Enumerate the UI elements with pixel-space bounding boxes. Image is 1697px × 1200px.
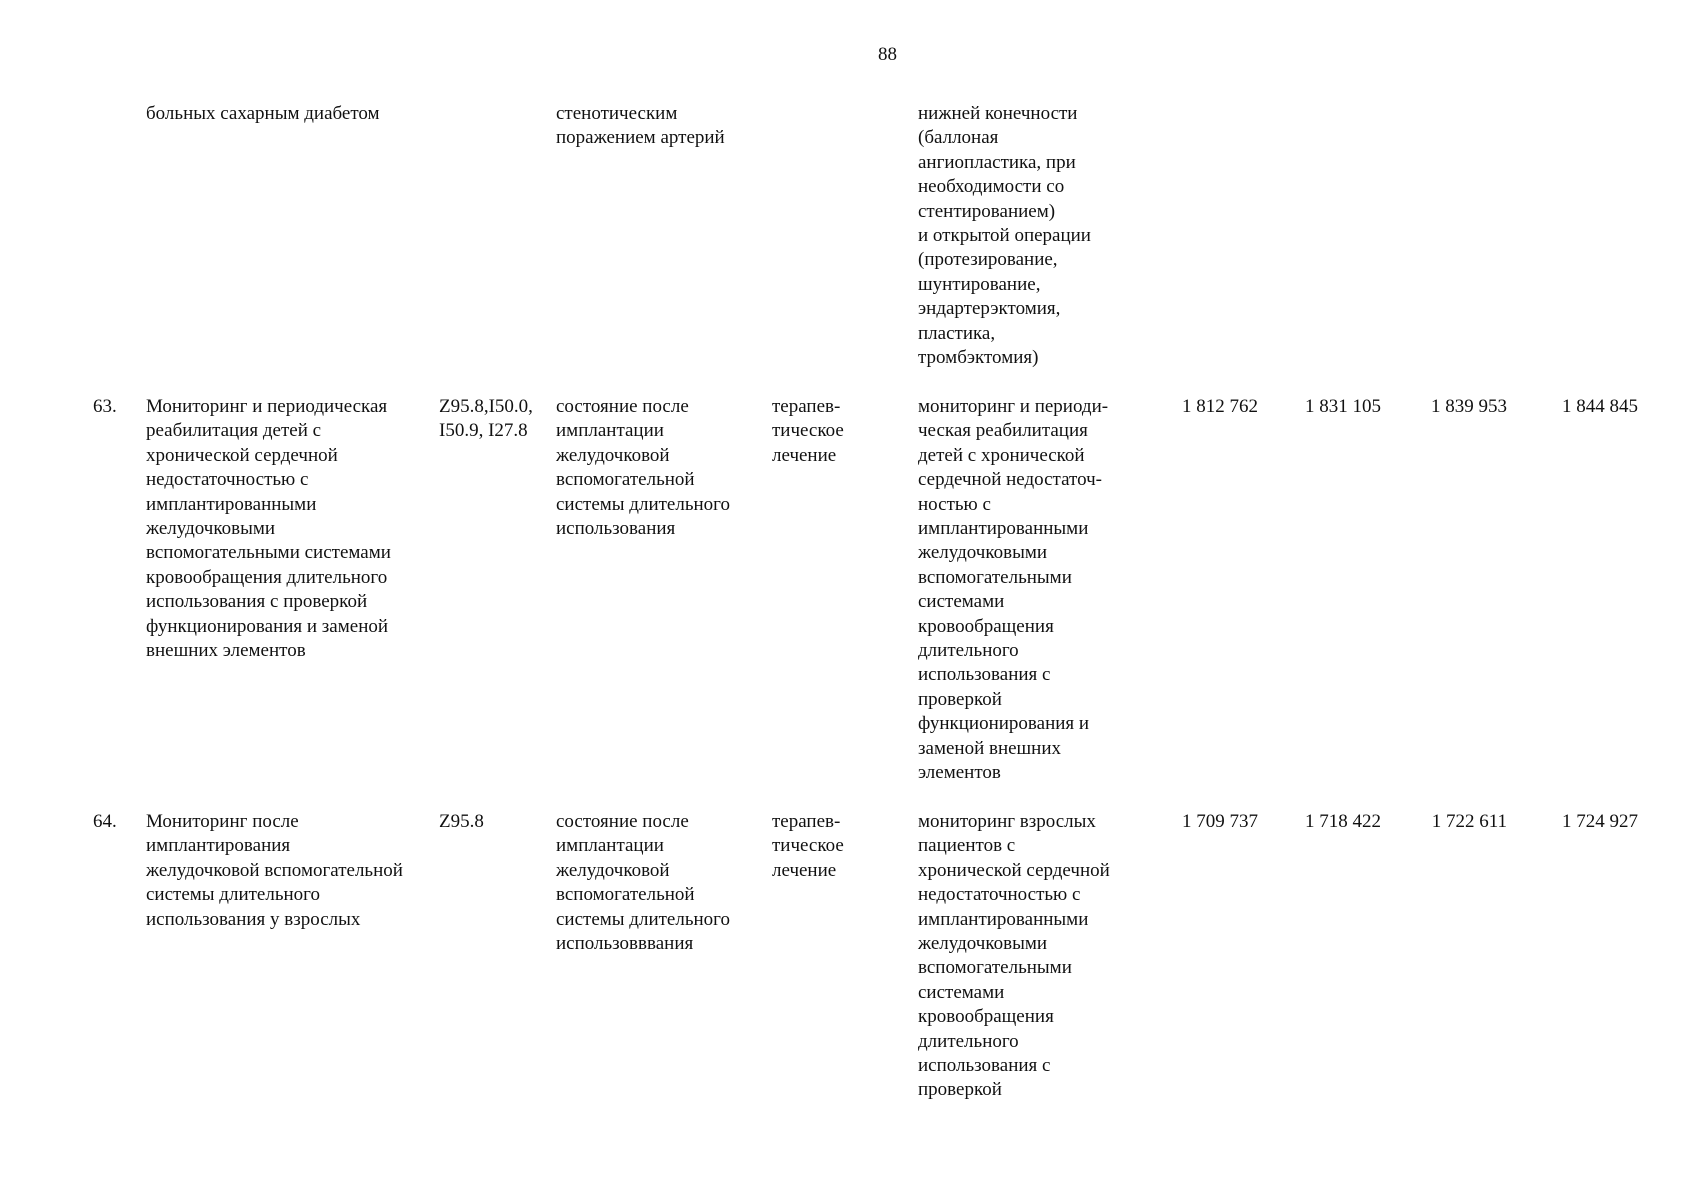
cost-value-2: 1 831 105 <box>1305 396 1381 417</box>
cost-value-2: 1 718 422 <box>1305 811 1381 832</box>
row-number: 64. <box>93 811 117 832</box>
treatment-method: мониторинг взрослых пациентов с хронической сердечной недостаточностью с имплантированными желудочковыми вспомогательными системами кровообращения длительного использования с проверкой <box>918 811 1110 1101</box>
patient-model: стенотическим поражением артерий <box>556 103 725 149</box>
treatment-kind: терапев- тическое лечение <box>772 396 844 466</box>
procedure-name: больных сахарным диабетом <box>146 103 380 124</box>
patient-model: состояние после имплантации желудочковой вспомогательной системы длительного использовввания <box>556 811 730 955</box>
cost-value-1: 1 812 762 <box>1182 396 1258 417</box>
procedure-name: Мониторинг после имплантирования желудочковой вспомогательной системы длительного использования у взрослых <box>146 811 403 930</box>
cost-value-1: 1 709 737 <box>1182 811 1258 832</box>
treatment-method: нижней конечности (баллоная ангиопластика, при необходимости со стентированием) и открытой операции (протезирование, шунтирование, эндартерэктомия, пластика, тромбэктомия) <box>918 103 1091 369</box>
cost-value-3: 1 722 611 <box>1431 811 1507 832</box>
patient-model: состояние после имплантации желудочковой вспомогательной системы длительного использования <box>556 396 730 540</box>
page-number: 88 <box>878 44 897 65</box>
icd-code: Z95.8,I50.0, I50.9, I27.8 <box>439 396 533 442</box>
procedure-name: Мониторинг и периодическая реабилитация детей с хронической сердечной недостаточностью с имплантированными желудочковыми вспомогательными системами кровообращения длительного использования с проверкой функционирования и заменой внешних элементов <box>146 396 391 662</box>
icd-code: Z95.8 <box>439 811 484 832</box>
cost-value-3: 1 839 953 <box>1431 396 1507 417</box>
cost-value-4: 1 724 927 <box>1562 811 1638 832</box>
treatment-method: мониторинг и периоди- ческая реабилитация детей с хронической сердечной недостаточ- ностью с имплантированными желудочковыми вспомогательными системами кровообращения длительного использования с проверкой функционирования и заменой внешних элементов <box>918 396 1109 784</box>
cost-value-4: 1 844 845 <box>1562 396 1638 417</box>
treatment-kind: терапев- тическое лечение <box>772 811 844 881</box>
row-number: 63. <box>93 396 117 417</box>
